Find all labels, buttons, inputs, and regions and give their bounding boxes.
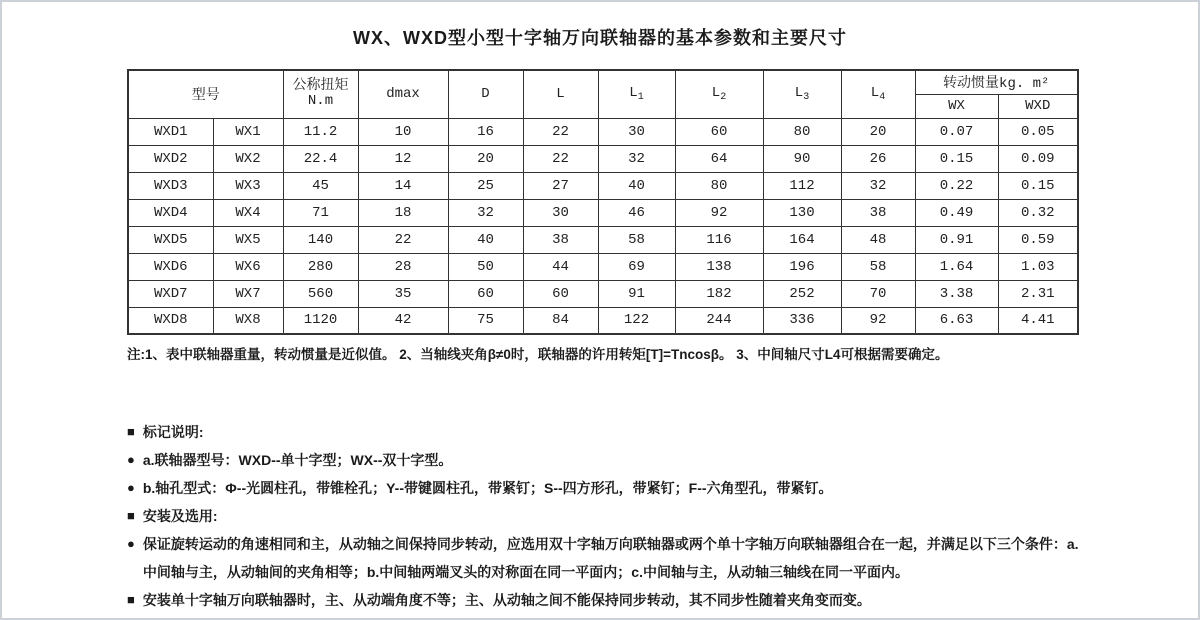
table-cell: WXD4 xyxy=(128,199,213,226)
note-item xyxy=(127,502,1089,530)
table-row xyxy=(128,118,1078,145)
table-cell: 252 xyxy=(763,280,841,307)
table-cell: 60 xyxy=(448,280,523,307)
col-l: L xyxy=(523,70,598,118)
table-cell: 112 xyxy=(763,172,841,199)
table-footnote: 注:1、表中联轴器重量，转动惯量是近似值。 2、当轴线夹角β≠0时，联轴器的许用转矩[T]=Tncosβ。 3、中间轴尺寸L4可根据需要确定。 xyxy=(127,347,949,362)
notes-list xyxy=(127,418,1089,614)
table-cell: 280 xyxy=(283,253,358,280)
col-dmax: dmax xyxy=(358,70,448,118)
table-cell: 22 xyxy=(523,145,598,172)
table-cell: 80 xyxy=(675,172,763,199)
square-bullet-icon: ■ xyxy=(127,508,135,523)
note-text: 标记说明: xyxy=(142,424,204,440)
circle-bullet-icon: ● xyxy=(127,536,135,551)
table-cell: WXD2 xyxy=(128,145,213,172)
table-cell: 28 xyxy=(358,253,448,280)
col-l4: $L_4$ xyxy=(841,70,915,118)
table-cell: 1.64 xyxy=(915,253,998,280)
table-cell: 92 xyxy=(841,307,915,334)
table-cell: 71 xyxy=(283,199,358,226)
note-item xyxy=(127,446,1089,474)
note-text: 安装单十字轴万向联轴器时，主、从动端角度不等；主、从动轴之间不能保持同步转动，其不同步性随着夹角变而变。 xyxy=(142,592,871,608)
table-cell: 182 xyxy=(675,280,763,307)
table-cell: 1.03 xyxy=(998,253,1078,280)
note-item xyxy=(127,586,1089,614)
note-text: 保证旋转运动的角速相同和主，从动轴之间保持同步转动，应选用双十字轴万向联轴器或两个单十字轴万向联轴器组合在一起，并满足以下三个条件：a.中间轴与主，从动轴间的夹角相等；b.中间轴两端叉头的对称面在同一平面内；c.中间轴与主，从动轴三轴线在同一平面内。 xyxy=(142,536,1079,580)
table-cell: 58 xyxy=(598,226,675,253)
table-cell: 44 xyxy=(523,253,598,280)
table-cell: 1120 xyxy=(283,307,358,334)
table-cell: 130 xyxy=(763,199,841,226)
table-cell: WXD5 xyxy=(128,226,213,253)
circle-bullet-icon: ● xyxy=(127,480,135,495)
table-cell: 4.41 xyxy=(998,307,1078,334)
table-cell: 26 xyxy=(841,145,915,172)
table-cell: 6.63 xyxy=(915,307,998,334)
table-cell: 40 xyxy=(448,226,523,253)
table-cell: 32 xyxy=(841,172,915,199)
col-inertia-wxd: WXD xyxy=(998,94,1078,118)
table-cell: 140 xyxy=(283,226,358,253)
table-cell: 336 xyxy=(763,307,841,334)
table-cell: 0.09 xyxy=(998,145,1078,172)
table-header xyxy=(128,70,1078,118)
table-cell: 22.4 xyxy=(283,145,358,172)
note-item xyxy=(127,474,1089,502)
table-cell: 38 xyxy=(523,226,598,253)
table-cell: 16 xyxy=(448,118,523,145)
parameters-table xyxy=(127,69,1079,335)
col-model: 型号 xyxy=(128,70,283,118)
circle-bullet-icon: ● xyxy=(127,452,135,467)
table-cell: 46 xyxy=(598,199,675,226)
table-cell: WXD1 xyxy=(128,118,213,145)
table-cell: 20 xyxy=(448,145,523,172)
table-cell: 70 xyxy=(841,280,915,307)
table-cell: 244 xyxy=(675,307,763,334)
table-cell: 58 xyxy=(841,253,915,280)
table-cell: 35 xyxy=(358,280,448,307)
table-cell: 48 xyxy=(841,226,915,253)
table-cell: 60 xyxy=(675,118,763,145)
table-cell: 0.49 xyxy=(915,199,998,226)
col-l2: $L_2$ xyxy=(675,70,763,118)
table-cell: 92 xyxy=(675,199,763,226)
table-cell: WXD8 xyxy=(128,307,213,334)
table-cell: 196 xyxy=(763,253,841,280)
table-cell: 84 xyxy=(523,307,598,334)
table-row xyxy=(128,172,1078,199)
table-cell: 30 xyxy=(523,199,598,226)
table-cell: 0.05 xyxy=(998,118,1078,145)
table-cell: 40 xyxy=(598,172,675,199)
table-cell: 12 xyxy=(358,145,448,172)
table-cell: 20 xyxy=(841,118,915,145)
table-cell: WX5 xyxy=(213,226,283,253)
square-bullet-icon: ■ xyxy=(127,592,135,607)
table-cell: 3.38 xyxy=(915,280,998,307)
table-cell: 0.22 xyxy=(915,172,998,199)
torque-label-line2: N.m xyxy=(307,93,334,110)
table-cell: 18 xyxy=(358,199,448,226)
table-cell: 0.32 xyxy=(998,199,1078,226)
table-body xyxy=(128,118,1078,334)
table-cell: 122 xyxy=(598,307,675,334)
note-text: 安装及选用: xyxy=(142,508,218,524)
table-cell: WX1 xyxy=(213,118,283,145)
table-cell: 80 xyxy=(763,118,841,145)
note-text: a.联轴器型号：WXD--单十字型；WX--双十字型。 xyxy=(142,452,453,468)
table-cell: 0.91 xyxy=(915,226,998,253)
table-cell: 22 xyxy=(358,226,448,253)
table-cell: 138 xyxy=(675,253,763,280)
col-inertia-wx: WX xyxy=(915,94,998,118)
table-cell: 11.2 xyxy=(283,118,358,145)
table-cell: 164 xyxy=(763,226,841,253)
table-cell: WXD3 xyxy=(128,172,213,199)
table-cell: 32 xyxy=(448,199,523,226)
col-inertia: 转动惯量kg. m² xyxy=(915,70,1078,94)
table-cell: WXD6 xyxy=(128,253,213,280)
col-torque xyxy=(283,70,358,118)
col-l1: $L_1$ xyxy=(598,70,675,118)
page-title: WX、WXD型小型十字轴万向联轴器的基本参数和主要尺寸 xyxy=(353,28,847,48)
table-cell: 22 xyxy=(523,118,598,145)
table-cell: 60 xyxy=(523,280,598,307)
torque-label-line1: 公称扭矩 xyxy=(292,78,349,95)
table-row xyxy=(128,226,1078,253)
table-cell: 42 xyxy=(358,307,448,334)
table-cell: 91 xyxy=(598,280,675,307)
table-cell: WX7 xyxy=(213,280,283,307)
table-cell: WX3 xyxy=(213,172,283,199)
table-cell: 32 xyxy=(598,145,675,172)
square-bullet-icon: ■ xyxy=(127,424,135,439)
table-cell: 0.15 xyxy=(998,172,1078,199)
table-row xyxy=(128,307,1078,334)
table-row xyxy=(128,280,1078,307)
col-l3: $L_3$ xyxy=(763,70,841,118)
table-cell: WX2 xyxy=(213,145,283,172)
note-item xyxy=(127,418,1089,446)
table-cell: 560 xyxy=(283,280,358,307)
table-cell: 38 xyxy=(841,199,915,226)
table-cell: 0.15 xyxy=(915,145,998,172)
table-cell: 2.31 xyxy=(998,280,1078,307)
col-d: D xyxy=(448,70,523,118)
table-cell: 116 xyxy=(675,226,763,253)
table-row xyxy=(128,253,1078,280)
table-row xyxy=(128,145,1078,172)
table-cell: 27 xyxy=(523,172,598,199)
table-cell: WX8 xyxy=(213,307,283,334)
table-row xyxy=(128,199,1078,226)
table-cell: 90 xyxy=(763,145,841,172)
table-cell: 75 xyxy=(448,307,523,334)
table-cell: 69 xyxy=(598,253,675,280)
table-cell: 10 xyxy=(358,118,448,145)
table-cell: 0.59 xyxy=(998,226,1078,253)
table-cell: 45 xyxy=(283,172,358,199)
table-cell: 14 xyxy=(358,172,448,199)
table-cell: 30 xyxy=(598,118,675,145)
table-cell: 50 xyxy=(448,253,523,280)
table-cell: 25 xyxy=(448,172,523,199)
table-cell: WXD7 xyxy=(128,280,213,307)
table-cell: WX6 xyxy=(213,253,283,280)
table-cell: WX4 xyxy=(213,199,283,226)
note-item xyxy=(127,530,1089,586)
note-text: b.轴孔型式：Φ--光圆柱孔，带锥栓孔；Y--带键圆柱孔，带紧钉；S--四方形孔，带紧钉；F--六角型孔，带紧钉。 xyxy=(142,480,833,496)
table-cell: 64 xyxy=(675,145,763,172)
table-cell: 0.07 xyxy=(915,118,998,145)
